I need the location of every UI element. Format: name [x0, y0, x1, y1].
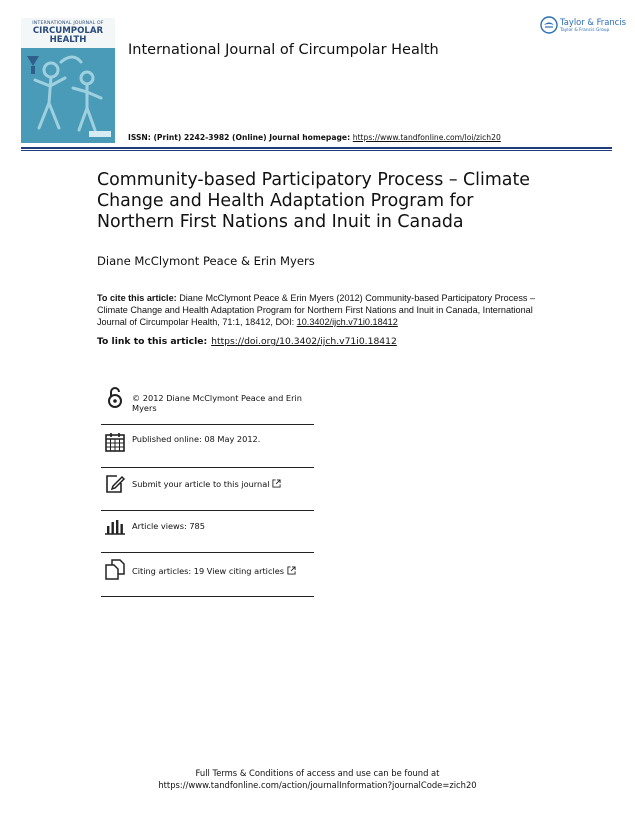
issn-line	[128, 133, 501, 142]
cover-publisher-logo	[89, 131, 111, 137]
cover-artwork	[21, 48, 115, 143]
header-divider	[21, 147, 612, 149]
cover-title-small: INTERNATIONAL JOURNAL OF	[32, 21, 104, 26]
external-link-icon	[272, 479, 281, 488]
article-link-label: To link to this article:	[97, 336, 208, 347]
article-link-line	[97, 336, 397, 347]
info-row-views	[101, 510, 314, 553]
publisher-subtitle: Taylor & Francis Group	[560, 28, 610, 33]
citing-articles-link[interactable]: Citing articles: 19 View citing articles	[132, 566, 312, 576]
header-divider-thin	[21, 150, 612, 151]
info-row-published	[101, 424, 314, 468]
cover-title-large: CIRCUMPOLAR HEALTH	[32, 26, 104, 45]
footer-terms	[0, 767, 635, 791]
footer-line-1: Full Terms & Conditions of access and use can be found at	[195, 768, 440, 778]
article-doi-link[interactable]: https://doi.org/10.3402/ijch.v71i0.18412	[211, 336, 397, 347]
article-authors: Diane McClymont Peace & Erin Myers	[97, 254, 315, 268]
published-date-text: Published online: 08 May 2012.	[132, 434, 261, 444]
publisher-name: Taylor & Francis	[560, 17, 626, 27]
submit-article-link[interactable]: Submit your article to this journal	[132, 479, 312, 489]
open-access-lock-icon	[103, 386, 127, 410]
copyright-text: © 2012 Diane McClymont Peace and Erin Myers	[132, 393, 302, 413]
info-row-submit[interactable]	[101, 467, 314, 511]
footer-terms-link[interactable]: https://www.tandfonline.com/action/journalInformation?journalCode=zich20	[158, 780, 477, 790]
article-views-text: Article views: 785	[132, 521, 205, 531]
info-row-copyright	[101, 383, 314, 425]
citation-label: To cite this article:	[97, 293, 177, 303]
issn-text: ISSN: (Print) 2242-3982 (Online) Journal homepage:	[128, 133, 353, 142]
citing-documents-icon	[103, 557, 127, 581]
journal-cover-image	[21, 18, 115, 143]
bar-chart-icon	[103, 514, 127, 538]
taylor-francis-logo-icon	[540, 16, 558, 34]
citation-doi-link[interactable]: 10.3402/ijch.v71i0.18412	[296, 317, 398, 327]
edit-pencil-icon	[103, 472, 127, 496]
article-title: Community-based Participatory Process – Climate Change and Health Adaptation Program for Northern First Nations and Inuit in Canada	[97, 170, 530, 232]
calendar-icon	[103, 430, 127, 454]
citation-block	[97, 292, 537, 328]
info-row-citing[interactable]	[101, 552, 314, 597]
journal-homepage-link[interactable]: https://www.tandfonline.com/loi/zich20	[352, 133, 501, 142]
citation-text: Diane McClymont Peace & Erin Myers (2012) Community-based Participatory Process – Climate Change and Health Adaptation Program for Northern First Nations and Inuit in Canada, International Journal of Circumpolar Health, 71:1, 18412, DOI:	[97, 293, 536, 327]
journal-title: International Journal of Circumpolar Health	[128, 42, 439, 58]
external-link-icon	[287, 566, 296, 575]
